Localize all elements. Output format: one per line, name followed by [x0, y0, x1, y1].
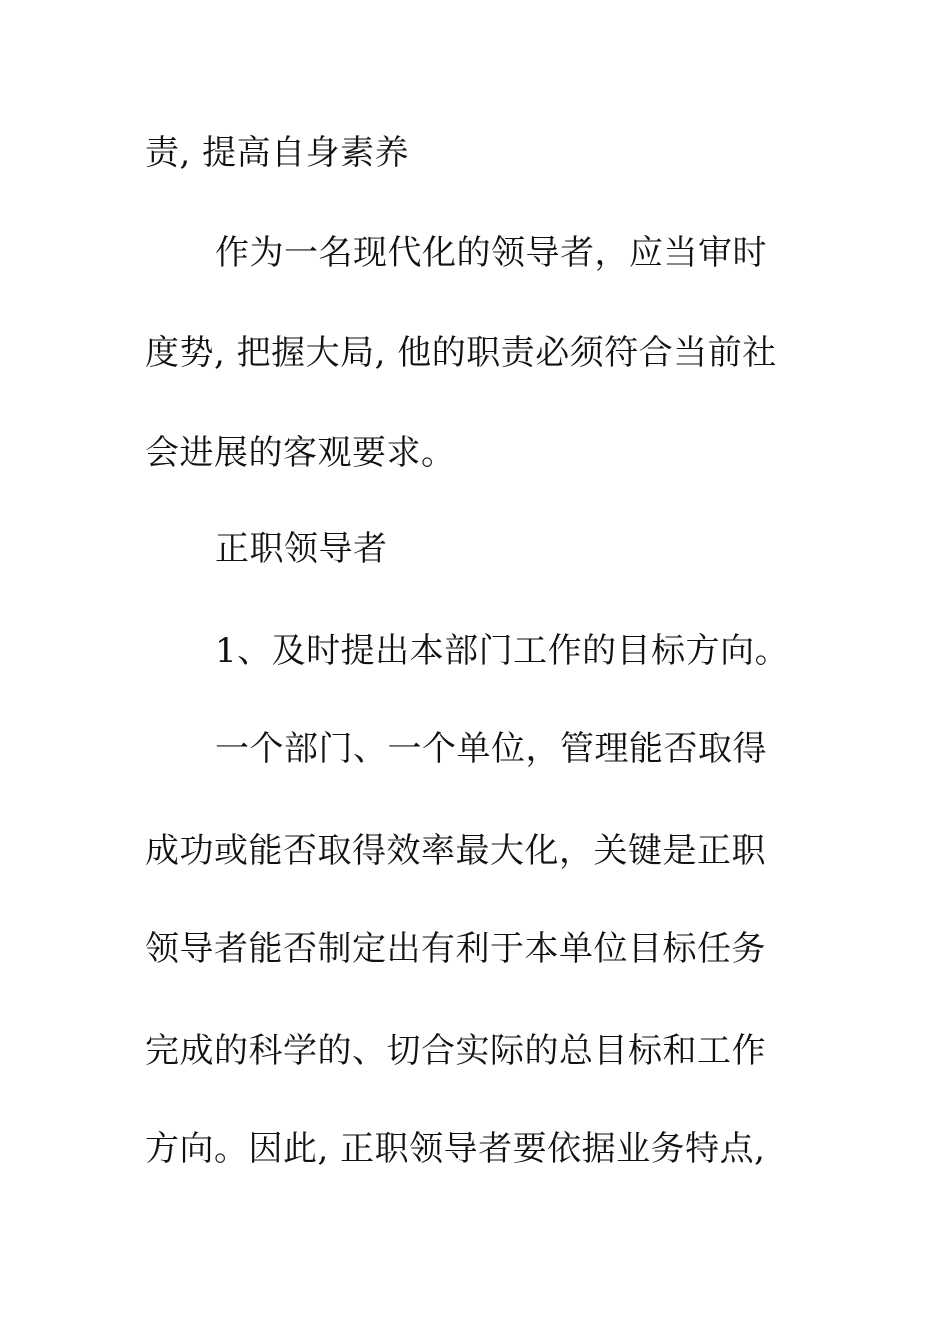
numbered-item-1: 1、及时提出本部门工作的目标方向。 [215, 631, 790, 671]
paragraph-line-2: 一个部门、一个单位，管理能否取得 [215, 729, 767, 769]
text-line-11: 方向。因此, 正职领导者要依据业务特点, [145, 1129, 766, 1169]
text-line-1: 责, 提高自身素养 [145, 133, 410, 173]
text-line-10: 完成的科学的、切合实际的总目标和工作 [145, 1031, 766, 1071]
text-line-4: 会进展的客观要求。 [145, 433, 456, 473]
text-line-3: 度势, 把握大局, 他的职责必须符合当前社 [145, 333, 777, 373]
text-line-9: 领导者能否制定出有利于本单位目标任务 [145, 929, 766, 969]
text-line-8: 成功或能否取得效率最大化，关键是正职 [145, 831, 766, 871]
paragraph-line-1: 作为一名现代化的领导者，应当审时 [215, 233, 767, 273]
section-heading: 正职领导者 [215, 529, 388, 569]
